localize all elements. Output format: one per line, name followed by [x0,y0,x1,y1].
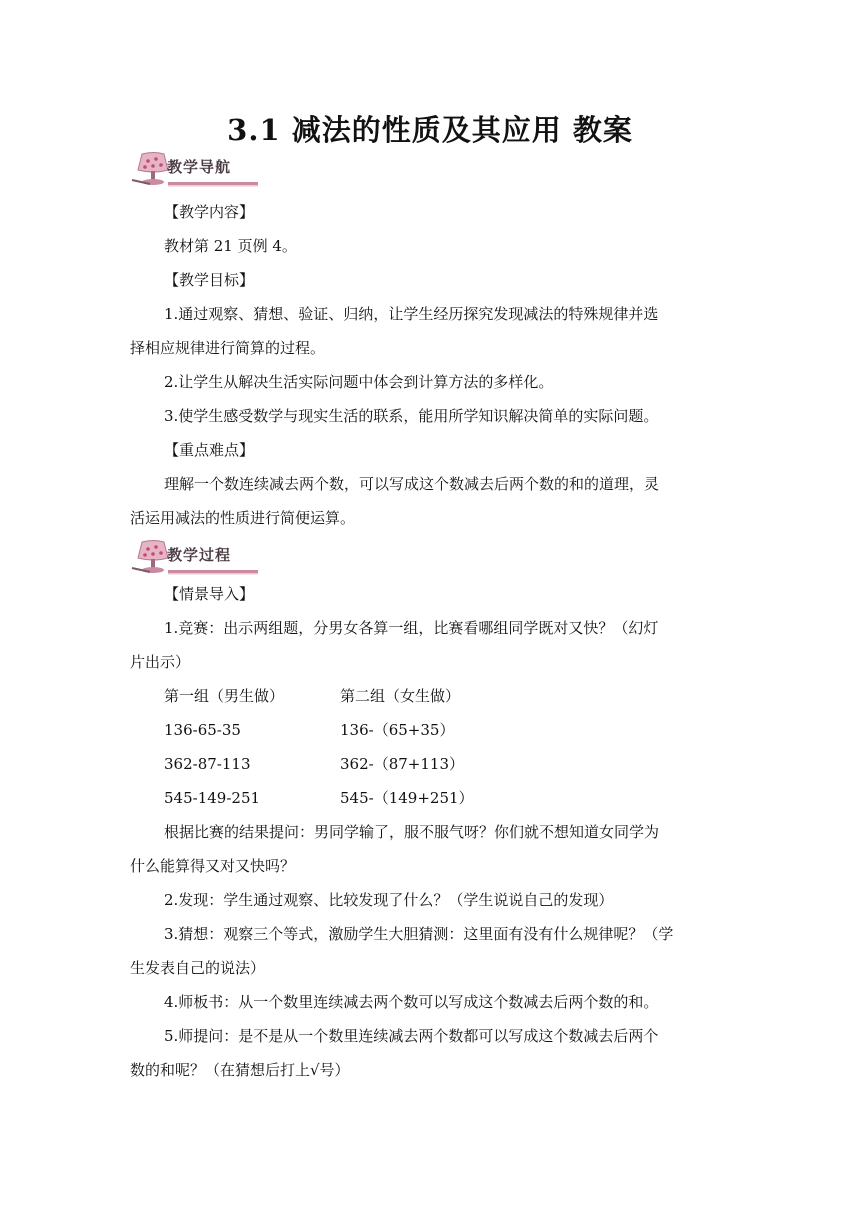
goal-1-line-2: 择相应规律进行简算的过程。 [130,339,326,357]
banner-label: 教学过程 [167,546,232,564]
p3-line-2: 生发表自己的说法） [130,959,266,977]
intro-heading: 【情景导入】 [164,585,255,603]
exercise-g2: 545-（149+251） [340,789,474,807]
exercise-g2: 362-（87+113） [340,755,464,773]
p2: 2.发现：学生通过观察、比较发现了什么？（学生说说自己的发现） [164,891,614,909]
result-line-2: 什么能算得又对又快吗？ [130,857,296,875]
p3-line-1: 3.猜想：观察三个等式，激励学生大胆猜测：这里面有没有什么规律呢？（学 [164,925,674,943]
banner-label: 教学导航 [167,158,232,176]
page-title: 3.1 减法的性质及其应用 教案 [227,113,633,147]
p1-line-2: 片出示） [130,653,191,671]
group-2-header: 第二组（女生做） [340,687,461,705]
p5-line-1: 5.师提问：是不是从一个数里连续减去两个数都可以写成这个数减去后两个 [164,1027,659,1045]
group-1-header: 第一组（男生做） [164,687,285,705]
result-line-1: 根据比赛的结果提问：男同学输了，服不服气呀？你们就不想知道女同学为 [164,823,660,841]
goals-heading: 【教学目标】 [164,271,255,289]
exercise-g1: 362-87-113 [164,755,251,773]
content-heading: 【教学内容】 [164,203,255,221]
p4: 4.师板书：从一个数里连续减去两个数可以写成这个数减去后两个数的和。 [164,993,659,1011]
p1-line-1: 1.竞赛：出示两组题，分男女各算一组，比赛看哪组同学既对又快？（幻灯 [164,619,659,637]
exercise-row [164,788,734,808]
exercise-row [164,720,734,740]
teaching-navigation-banner [128,150,260,190]
exercise-row [164,754,734,774]
p5-line-2: 数的和呢？（在猜想后打上√号） [130,1061,350,1079]
exercise-g1: 136-65-35 [164,721,241,739]
key-heading: 【重点难点】 [164,441,255,459]
group-header-row [164,686,734,706]
key-line-2: 活运用减法的性质进行简便运算。 [130,509,356,527]
key-line-1: 理解一个数连续减去两个数，可以写成这个数减去后两个数的和的道理，灵 [164,475,660,493]
goal-2: 2.让学生从解决生活实际问题中体会到计算方法的多样化。 [164,373,554,391]
content-text: 教材第 21 页例 4。 [164,237,297,255]
exercise-g1: 545-149-251 [164,789,261,807]
exercise-g2: 136-（65+35） [340,721,455,739]
teaching-process-banner [128,538,260,578]
goal-1-line-1: 1.通过观察、猜想、验证、归纳，让学生经历探究发现减法的特殊规律并选 [164,305,659,323]
goal-3: 3.使学生感受数学与现实生活的联系，能用所学知识解决简单的实际问题。 [164,407,659,425]
